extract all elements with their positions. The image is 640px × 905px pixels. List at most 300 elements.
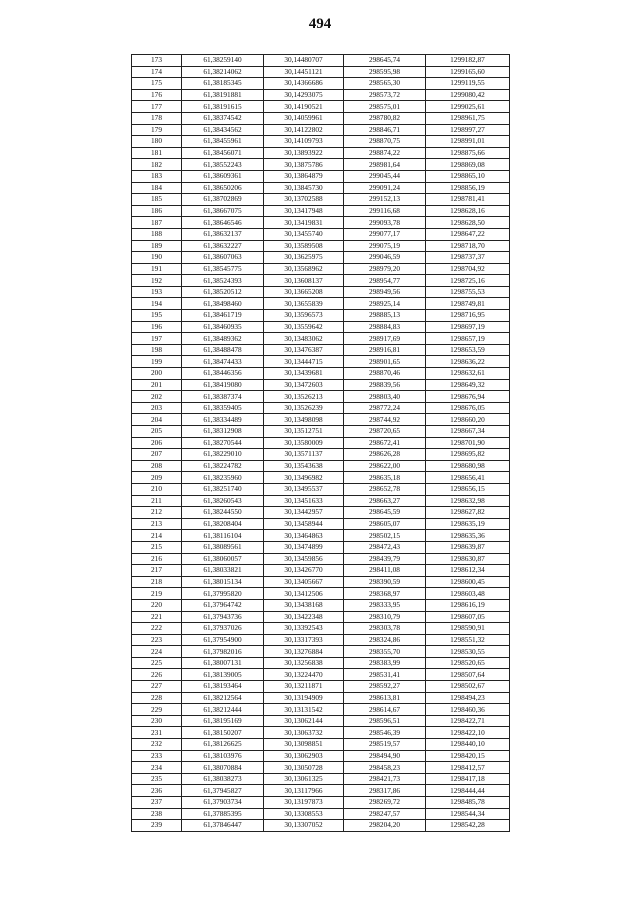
x-coordinate-cell: 298411,08 [344, 565, 426, 577]
point-number-cell: 199 [132, 356, 182, 368]
table-row [132, 460, 510, 472]
point-number-cell: 209 [132, 472, 182, 484]
latitude-cell: 61,37945827 [182, 785, 264, 797]
latitude-cell: 61,37885395 [182, 808, 264, 820]
longitude-cell: 30,13458944 [264, 518, 344, 530]
table-row [132, 576, 510, 588]
table-row [132, 78, 510, 90]
point-number-cell: 212 [132, 507, 182, 519]
latitude-cell: 61,38015134 [182, 576, 264, 588]
latitude-cell: 61,38089561 [182, 541, 264, 553]
longitude-cell: 30,13472603 [264, 379, 344, 391]
point-number-cell: 184 [132, 182, 182, 194]
longitude-cell: 30,13526213 [264, 391, 344, 403]
longitude-cell: 30,14293075 [264, 89, 344, 101]
point-number-cell: 205 [132, 426, 182, 438]
latitude-cell: 61,38474433 [182, 356, 264, 368]
y-coordinate-cell: 1298680,98 [426, 460, 510, 472]
table-row [132, 704, 510, 716]
table-row [132, 344, 510, 356]
latitude-cell: 61,38193464 [182, 681, 264, 693]
latitude-cell: 61,38070884 [182, 762, 264, 774]
latitude-cell: 61,38270544 [182, 437, 264, 449]
table-row [132, 611, 510, 623]
x-coordinate-cell: 298605,07 [344, 518, 426, 530]
x-coordinate-cell: 298613,81 [344, 692, 426, 704]
y-coordinate-cell: 1298781,41 [426, 194, 510, 206]
table-row [132, 599, 510, 611]
x-coordinate-cell: 298916,81 [344, 344, 426, 356]
y-coordinate-cell: 1299025,61 [426, 101, 510, 113]
table-row [132, 623, 510, 635]
longitude-cell: 30,14122802 [264, 124, 344, 136]
table-row [132, 565, 510, 577]
latitude-cell: 61,38212444 [182, 704, 264, 716]
latitude-cell: 61,38208404 [182, 518, 264, 530]
latitude-cell: 61,38702869 [182, 194, 264, 206]
longitude-cell: 30,13131542 [264, 704, 344, 716]
longitude-cell: 30,13568962 [264, 263, 344, 275]
longitude-cell: 30,13526239 [264, 402, 344, 414]
table-row [132, 182, 510, 194]
x-coordinate-cell: 298744,92 [344, 414, 426, 426]
point-number-cell: 173 [132, 55, 182, 67]
x-coordinate-cell: 298663,27 [344, 495, 426, 507]
point-number-cell: 186 [132, 205, 182, 217]
table-row [132, 518, 510, 530]
longitude-cell: 30,13062903 [264, 750, 344, 762]
table-row [132, 356, 510, 368]
y-coordinate-cell: 1298460,36 [426, 704, 510, 716]
y-coordinate-cell: 1298653,59 [426, 344, 510, 356]
x-coordinate-cell: 298494,90 [344, 750, 426, 762]
table-row [132, 321, 510, 333]
point-number-cell: 175 [132, 78, 182, 90]
y-coordinate-cell: 1298632,98 [426, 495, 510, 507]
table-row [132, 310, 510, 322]
point-number-cell: 215 [132, 541, 182, 553]
longitude-cell: 30,13317393 [264, 634, 344, 646]
longitude-cell: 30,13464863 [264, 530, 344, 542]
latitude-cell: 61,38185345 [182, 78, 264, 90]
x-coordinate-cell: 298614,67 [344, 704, 426, 716]
latitude-cell: 61,38033821 [182, 565, 264, 577]
longitude-cell: 30,13419831 [264, 217, 344, 229]
latitude-cell: 61,38126625 [182, 739, 264, 751]
longitude-cell: 30,13589508 [264, 240, 344, 252]
y-coordinate-cell: 1299119,55 [426, 78, 510, 90]
table-row [132, 252, 510, 264]
x-coordinate-cell: 298421,73 [344, 773, 426, 785]
point-number-cell: 181 [132, 147, 182, 159]
y-coordinate-cell: 1298612,34 [426, 565, 510, 577]
x-coordinate-cell: 298885,13 [344, 310, 426, 322]
table-row [132, 194, 510, 206]
x-coordinate-cell: 298596,51 [344, 715, 426, 727]
longitude-cell: 30,13559642 [264, 321, 344, 333]
point-number-cell: 223 [132, 634, 182, 646]
longitude-cell: 30,13194909 [264, 692, 344, 704]
y-coordinate-cell: 1298636,22 [426, 356, 510, 368]
y-coordinate-cell: 1299182,87 [426, 55, 510, 67]
table-row [132, 263, 510, 275]
y-coordinate-cell: 1298420,15 [426, 750, 510, 762]
point-number-cell: 193 [132, 286, 182, 298]
latitude-cell: 61,38609361 [182, 170, 264, 182]
table-row [132, 159, 510, 171]
longitude-cell: 30,13426770 [264, 565, 344, 577]
point-number-cell: 174 [132, 66, 182, 78]
table-row [132, 762, 510, 774]
table-row [132, 797, 510, 809]
longitude-cell: 30,13438168 [264, 599, 344, 611]
point-number-cell: 206 [132, 437, 182, 449]
longitude-cell: 30,13655839 [264, 298, 344, 310]
y-coordinate-cell: 1298494,23 [426, 692, 510, 704]
longitude-cell: 30,13474899 [264, 541, 344, 553]
table-row [132, 228, 510, 240]
latitude-cell: 61,38489362 [182, 333, 264, 345]
y-coordinate-cell: 1298600,45 [426, 576, 510, 588]
longitude-cell: 30,13496982 [264, 472, 344, 484]
point-number-cell: 200 [132, 368, 182, 380]
table-row [132, 681, 510, 693]
point-number-cell: 228 [132, 692, 182, 704]
longitude-cell: 30,13098851 [264, 739, 344, 751]
table-row [132, 379, 510, 391]
longitude-cell: 30,13224470 [264, 669, 344, 681]
x-coordinate-cell: 298917,69 [344, 333, 426, 345]
y-coordinate-cell: 1298607,05 [426, 611, 510, 623]
latitude-cell: 61,38456071 [182, 147, 264, 159]
table-row [132, 426, 510, 438]
y-coordinate-cell: 1298440,10 [426, 739, 510, 751]
y-coordinate-cell: 1298676,94 [426, 391, 510, 403]
table-row [132, 449, 510, 461]
longitude-cell: 30,14059961 [264, 112, 344, 124]
x-coordinate-cell: 299116,68 [344, 205, 426, 217]
table-row [132, 437, 510, 449]
table-row [132, 669, 510, 681]
y-coordinate-cell: 1298485,78 [426, 797, 510, 809]
y-coordinate-cell: 1298704,92 [426, 263, 510, 275]
y-coordinate-cell: 1298737,37 [426, 252, 510, 264]
table-row [132, 217, 510, 229]
table-row [132, 588, 510, 600]
y-coordinate-cell: 1298865,10 [426, 170, 510, 182]
point-number-cell: 183 [132, 170, 182, 182]
y-coordinate-cell: 1299165,60 [426, 66, 510, 78]
x-coordinate-cell: 298652,78 [344, 483, 426, 495]
point-number-cell: 237 [132, 797, 182, 809]
table-row [132, 368, 510, 380]
x-coordinate-cell: 298368,97 [344, 588, 426, 600]
longitude-cell: 30,14480707 [264, 55, 344, 67]
point-number-cell: 188 [132, 228, 182, 240]
x-coordinate-cell: 298846,71 [344, 124, 426, 136]
x-coordinate-cell: 298565,30 [344, 78, 426, 90]
point-number-cell: 224 [132, 646, 182, 658]
x-coordinate-cell: 298317,86 [344, 785, 426, 797]
point-number-cell: 185 [132, 194, 182, 206]
latitude-cell: 61,38060057 [182, 553, 264, 565]
table-row [132, 205, 510, 217]
longitude-cell: 30,13307052 [264, 820, 344, 832]
latitude-cell: 61,38650206 [182, 182, 264, 194]
table-row [132, 391, 510, 403]
longitude-cell: 30,13412506 [264, 588, 344, 600]
longitude-cell: 30,13625975 [264, 252, 344, 264]
longitude-cell: 30,13543638 [264, 460, 344, 472]
latitude-cell: 61,38434562 [182, 124, 264, 136]
point-number-cell: 218 [132, 576, 182, 588]
longitude-cell: 30,13276884 [264, 646, 344, 658]
point-number-cell: 235 [132, 773, 182, 785]
latitude-cell: 61,38312908 [182, 426, 264, 438]
longitude-cell: 30,13476387 [264, 344, 344, 356]
point-number-cell: 210 [132, 483, 182, 495]
point-number-cell: 203 [132, 402, 182, 414]
y-coordinate-cell: 1298502,67 [426, 681, 510, 693]
longitude-cell: 30,13117966 [264, 785, 344, 797]
longitude-cell: 30,14190521 [264, 101, 344, 113]
longitude-cell: 30,13702588 [264, 194, 344, 206]
table-row [132, 785, 510, 797]
x-coordinate-cell: 298622,00 [344, 460, 426, 472]
x-coordinate-cell: 299077,17 [344, 228, 426, 240]
y-coordinate-cell: 1298991,01 [426, 136, 510, 148]
y-coordinate-cell: 1298590,91 [426, 623, 510, 635]
x-coordinate-cell: 298458,23 [344, 762, 426, 774]
x-coordinate-cell: 298355,70 [344, 646, 426, 658]
table-row [132, 298, 510, 310]
y-coordinate-cell: 1298676,05 [426, 402, 510, 414]
point-number-cell: 216 [132, 553, 182, 565]
x-coordinate-cell: 298780,82 [344, 112, 426, 124]
y-coordinate-cell: 1298544,34 [426, 808, 510, 820]
coordinates-table-body [132, 55, 510, 832]
x-coordinate-cell: 298954,77 [344, 275, 426, 287]
y-coordinate-cell: 1298616,19 [426, 599, 510, 611]
x-coordinate-cell: 298204,20 [344, 820, 426, 832]
point-number-cell: 177 [132, 101, 182, 113]
x-coordinate-cell: 298635,18 [344, 472, 426, 484]
x-coordinate-cell: 298981,64 [344, 159, 426, 171]
point-number-cell: 229 [132, 704, 182, 716]
longitude-cell: 30,13062144 [264, 715, 344, 727]
latitude-cell: 61,38632227 [182, 240, 264, 252]
latitude-cell: 61,38139005 [182, 669, 264, 681]
point-number-cell: 231 [132, 727, 182, 739]
table-row [132, 89, 510, 101]
y-coordinate-cell: 1298520,65 [426, 657, 510, 669]
y-coordinate-cell: 1298997,27 [426, 124, 510, 136]
x-coordinate-cell: 299091,24 [344, 182, 426, 194]
table-row [132, 147, 510, 159]
point-number-cell: 214 [132, 530, 182, 542]
latitude-cell: 61,38488478 [182, 344, 264, 356]
point-number-cell: 208 [132, 460, 182, 472]
longitude-cell: 30,13571137 [264, 449, 344, 461]
longitude-cell: 30,13405667 [264, 576, 344, 588]
table-row [132, 286, 510, 298]
x-coordinate-cell: 298949,56 [344, 286, 426, 298]
table-row [132, 715, 510, 727]
x-coordinate-cell: 298546,39 [344, 727, 426, 739]
x-coordinate-cell: 298839,56 [344, 379, 426, 391]
table-row [132, 773, 510, 785]
longitude-cell: 30,13665208 [264, 286, 344, 298]
table-row [132, 692, 510, 704]
latitude-cell: 61,38229010 [182, 449, 264, 461]
table-row [132, 240, 510, 252]
latitude-cell: 61,37964742 [182, 599, 264, 611]
latitude-cell: 61,38235960 [182, 472, 264, 484]
latitude-cell: 61,38150207 [182, 727, 264, 739]
table-row [132, 101, 510, 113]
latitude-cell: 61,37943736 [182, 611, 264, 623]
latitude-cell: 61,37846447 [182, 820, 264, 832]
x-coordinate-cell: 298573,72 [344, 89, 426, 101]
x-coordinate-cell: 298870,46 [344, 368, 426, 380]
longitude-cell: 30,13442957 [264, 507, 344, 519]
x-coordinate-cell: 299075,19 [344, 240, 426, 252]
longitude-cell: 30,14109793 [264, 136, 344, 148]
y-coordinate-cell: 1298417,18 [426, 773, 510, 785]
table-row [132, 275, 510, 287]
x-coordinate-cell: 298803,40 [344, 391, 426, 403]
longitude-cell: 30,13063732 [264, 727, 344, 739]
point-number-cell: 232 [132, 739, 182, 751]
point-number-cell: 198 [132, 344, 182, 356]
x-coordinate-cell: 298519,57 [344, 739, 426, 751]
latitude-cell: 61,38461719 [182, 310, 264, 322]
table-row [132, 55, 510, 67]
longitude-cell: 30,13422348 [264, 611, 344, 623]
point-number-cell: 236 [132, 785, 182, 797]
latitude-cell: 61,38244550 [182, 507, 264, 519]
y-coordinate-cell: 1298667,34 [426, 426, 510, 438]
point-number-cell: 178 [132, 112, 182, 124]
point-number-cell: 191 [132, 263, 182, 275]
x-coordinate-cell: 299045,44 [344, 170, 426, 182]
coordinates-table [131, 54, 510, 832]
longitude-cell: 30,13845730 [264, 182, 344, 194]
point-number-cell: 220 [132, 599, 182, 611]
latitude-cell: 61,38545775 [182, 263, 264, 275]
y-coordinate-cell: 1298961,75 [426, 112, 510, 124]
latitude-cell: 61,38038273 [182, 773, 264, 785]
latitude-cell: 61,38524393 [182, 275, 264, 287]
table-row [132, 646, 510, 658]
x-coordinate-cell: 298390,59 [344, 576, 426, 588]
y-coordinate-cell: 1298647,22 [426, 228, 510, 240]
latitude-cell: 61,38214062 [182, 66, 264, 78]
y-coordinate-cell: 1298875,66 [426, 147, 510, 159]
table-row [132, 170, 510, 182]
point-number-cell: 233 [132, 750, 182, 762]
latitude-cell: 61,38632137 [182, 228, 264, 240]
x-coordinate-cell: 298925,14 [344, 298, 426, 310]
longitude-cell: 30,13197873 [264, 797, 344, 809]
x-coordinate-cell: 298324,86 [344, 634, 426, 646]
latitude-cell: 61,38359405 [182, 402, 264, 414]
y-coordinate-cell: 1298695,82 [426, 449, 510, 461]
y-coordinate-cell: 1298656,15 [426, 483, 510, 495]
y-coordinate-cell: 1298551,32 [426, 634, 510, 646]
longitude-cell: 30,13451633 [264, 495, 344, 507]
table-row [132, 530, 510, 542]
longitude-cell: 30,13495537 [264, 483, 344, 495]
point-number-cell: 187 [132, 217, 182, 229]
point-number-cell: 192 [132, 275, 182, 287]
y-coordinate-cell: 1298718,70 [426, 240, 510, 252]
point-number-cell: 180 [132, 136, 182, 148]
latitude-cell: 61,38191615 [182, 101, 264, 113]
x-coordinate-cell: 299152,13 [344, 194, 426, 206]
point-number-cell: 226 [132, 669, 182, 681]
y-coordinate-cell: 1298444,44 [426, 785, 510, 797]
longitude-cell: 30,13308553 [264, 808, 344, 820]
latitude-cell: 61,38498460 [182, 298, 264, 310]
y-coordinate-cell: 1298716,95 [426, 310, 510, 322]
table-row [132, 507, 510, 519]
longitude-cell: 30,13061325 [264, 773, 344, 785]
point-number-cell: 176 [132, 89, 182, 101]
table-row [132, 727, 510, 739]
x-coordinate-cell: 298626,28 [344, 449, 426, 461]
latitude-cell: 61,37995820 [182, 588, 264, 600]
x-coordinate-cell: 298979,20 [344, 263, 426, 275]
x-coordinate-cell: 298772,24 [344, 402, 426, 414]
longitude-cell: 30,13483062 [264, 333, 344, 345]
table-row [132, 136, 510, 148]
latitude-cell: 61,38116104 [182, 530, 264, 542]
latitude-cell: 61,38607063 [182, 252, 264, 264]
point-number-cell: 201 [132, 379, 182, 391]
point-number-cell: 239 [132, 820, 182, 832]
longitude-cell: 30,13455740 [264, 228, 344, 240]
point-number-cell: 213 [132, 518, 182, 530]
point-number-cell: 222 [132, 623, 182, 635]
x-coordinate-cell: 298531,41 [344, 669, 426, 681]
longitude-cell: 30,13864879 [264, 170, 344, 182]
point-number-cell: 204 [132, 414, 182, 426]
table-row [132, 808, 510, 820]
point-number-cell: 234 [132, 762, 182, 774]
latitude-cell: 61,38212564 [182, 692, 264, 704]
longitude-cell: 30,13439681 [264, 368, 344, 380]
point-number-cell: 202 [132, 391, 182, 403]
latitude-cell: 61,38259140 [182, 55, 264, 67]
table-row [132, 541, 510, 553]
table-row [132, 750, 510, 762]
point-number-cell: 182 [132, 159, 182, 171]
y-coordinate-cell: 1298422,10 [426, 727, 510, 739]
latitude-cell: 61,38191881 [182, 89, 264, 101]
point-number-cell: 221 [132, 611, 182, 623]
latitude-cell: 61,37982016 [182, 646, 264, 658]
table-row [132, 414, 510, 426]
point-number-cell: 227 [132, 681, 182, 693]
table-row [132, 66, 510, 78]
table-row [132, 472, 510, 484]
x-coordinate-cell: 298595,98 [344, 66, 426, 78]
x-coordinate-cell: 298645,59 [344, 507, 426, 519]
longitude-cell: 30,13444715 [264, 356, 344, 368]
longitude-cell: 30,13050728 [264, 762, 344, 774]
table-row [132, 553, 510, 565]
